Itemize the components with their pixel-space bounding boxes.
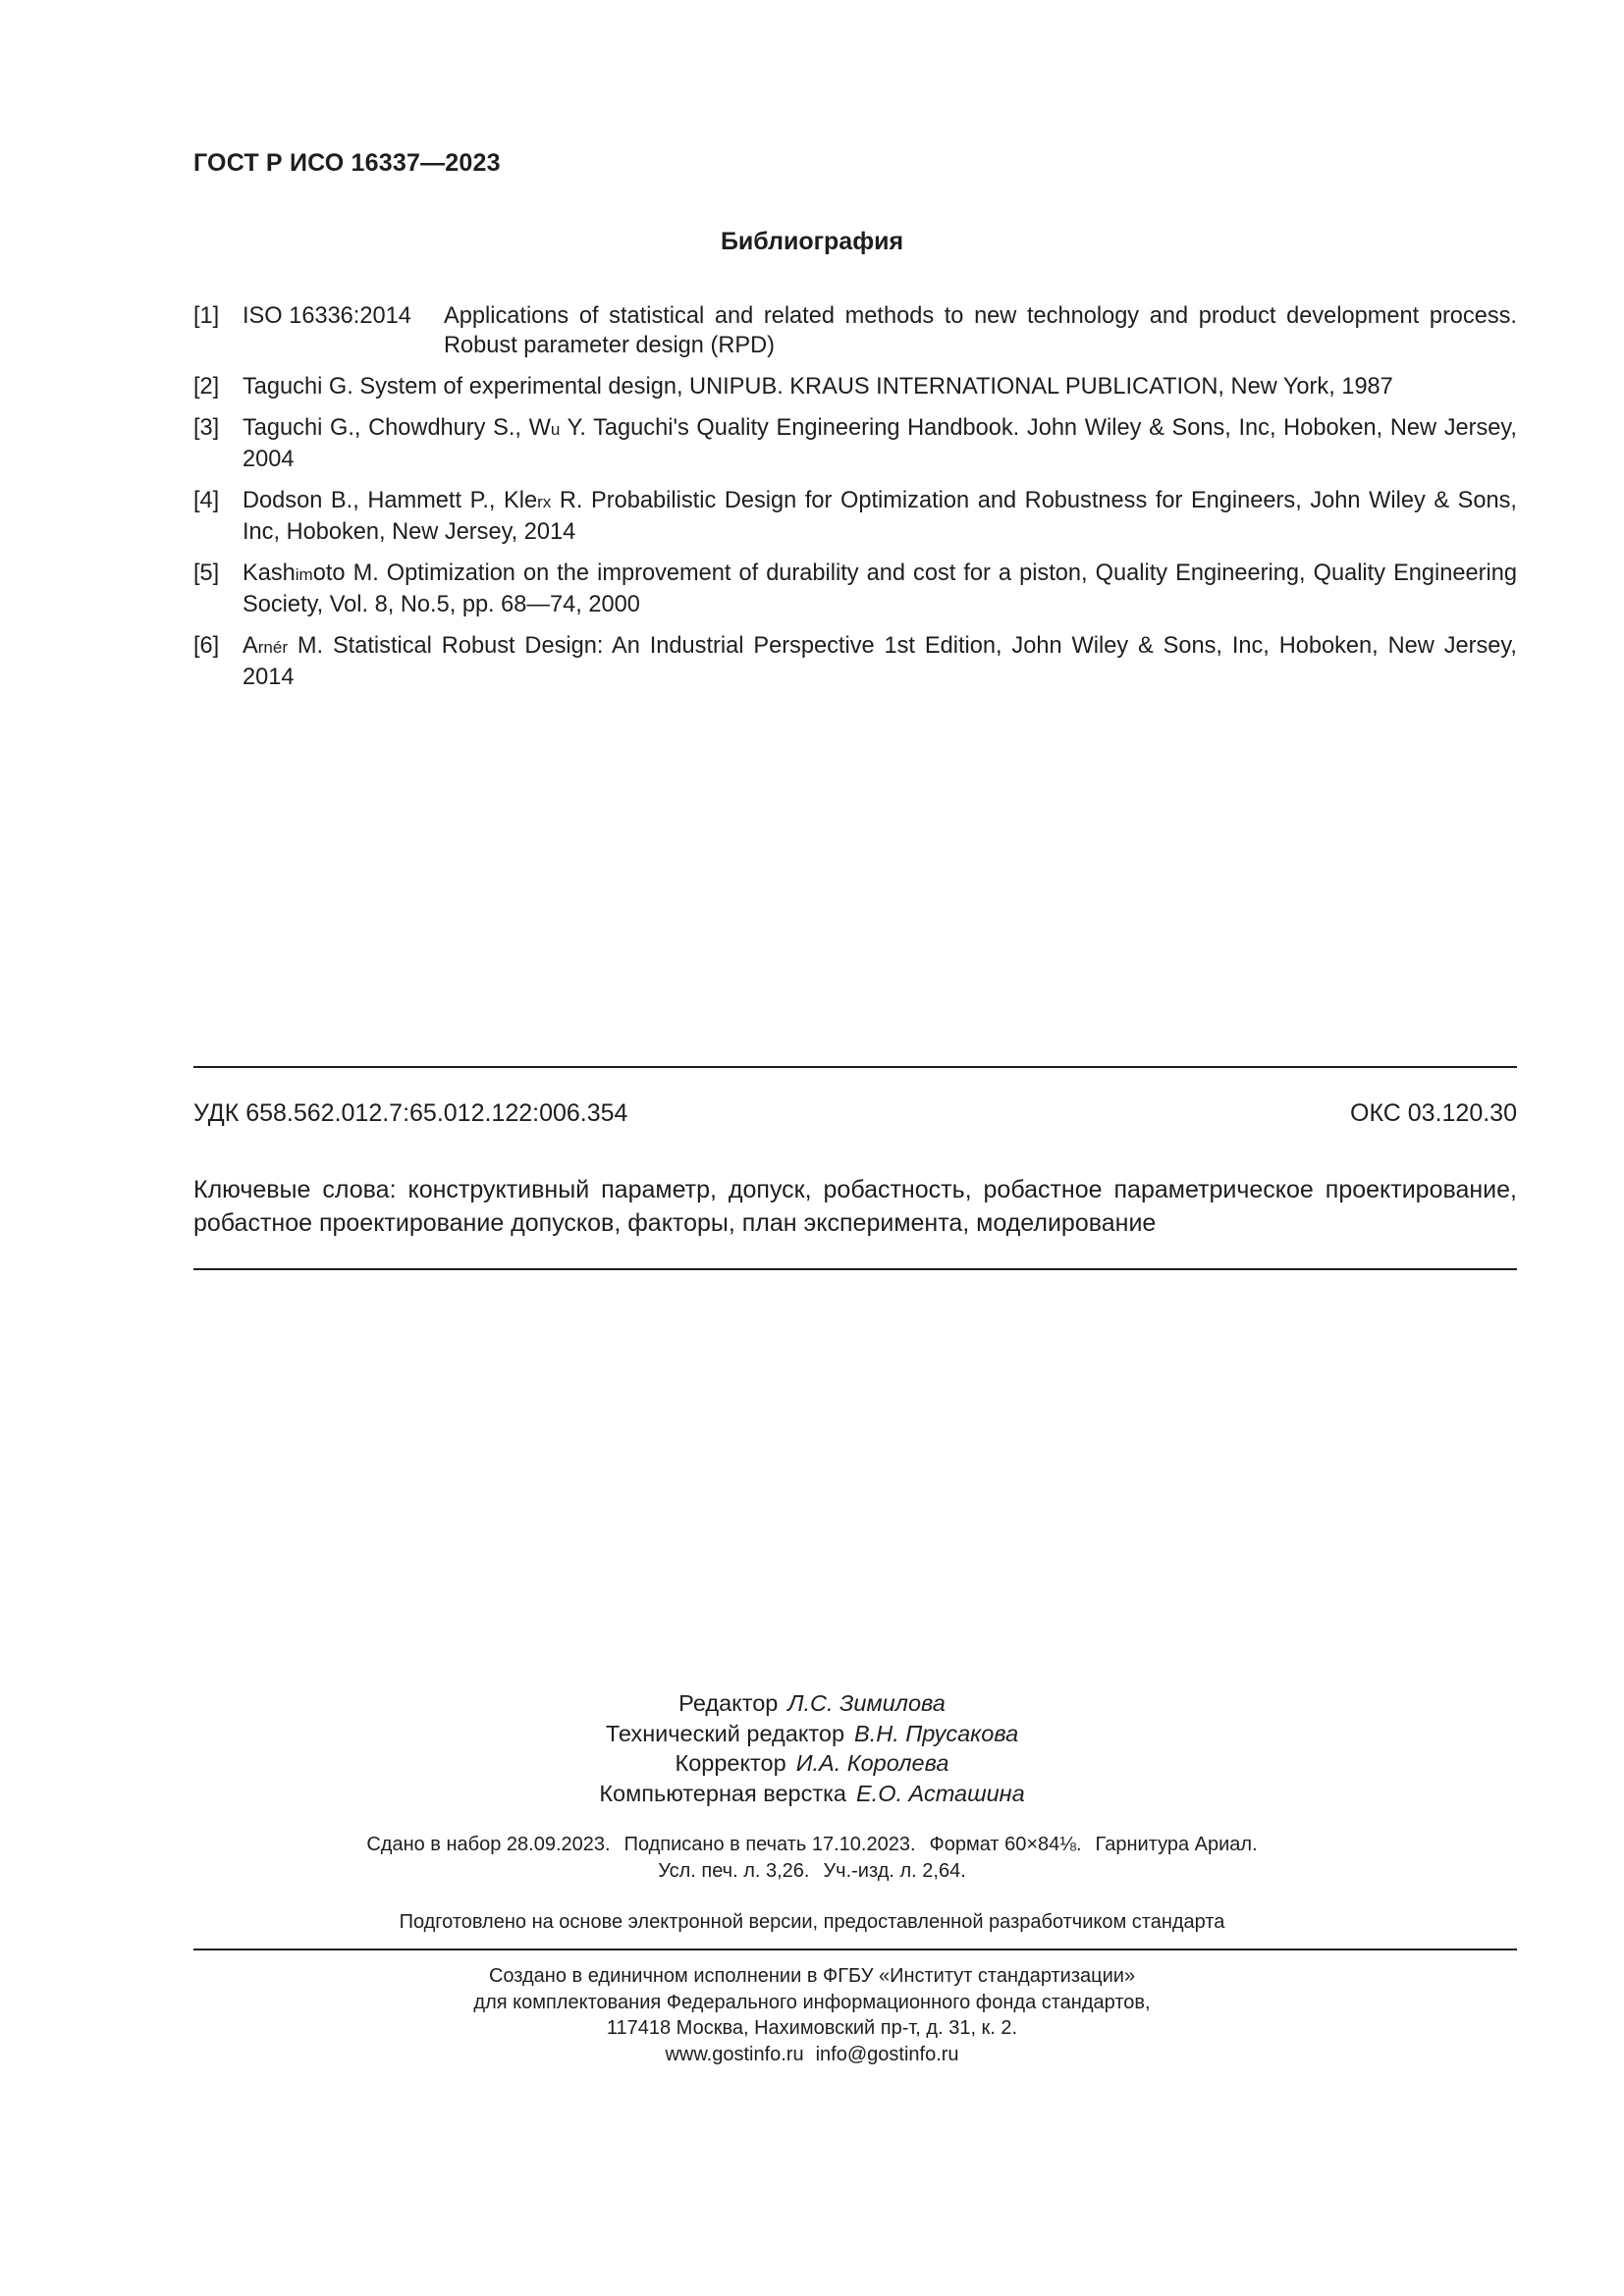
credit-corrector [0, 1748, 1624, 1779]
credits-block [0, 1688, 1624, 1808]
classification-row [193, 1099, 1517, 1128]
bibliography-entry [193, 372, 1517, 401]
print-info-line-2 [0, 1858, 1624, 1885]
publisher-contacts [0, 2042, 1624, 2068]
entry-text: Applications of statistical and related methods to new technology and product development process. Robust parameter design (RPD) [444, 303, 1517, 358]
entry-small-caps: u [550, 420, 561, 439]
print-info-line-1 [0, 1832, 1624, 1858]
entry-text-part: M. Statistical Robust Design: An Industrial Perspective 1st Edition, John Wiley & Sons, Inc, Hoboken, New Jersey, 2014 [243, 633, 1517, 690]
entry-number: [1] [193, 303, 220, 329]
credit-label: Компьютерная верстка [599, 1780, 846, 1806]
credit-editor [0, 1688, 1624, 1719]
entry-text: Taguchi G. System of experimental design, UNIPUB. KRAUS INTERNATIONAL PUBLICATION, New York, 1987 [243, 374, 1393, 400]
bibliography-entry [193, 486, 1517, 547]
publisher-address: 117418 Москва, Нахимовский пр-т, д. 31, к. 2. [606, 2017, 1018, 2039]
document-id: ГОСТ Р ИСО 16337—2023 [193, 149, 501, 177]
entry-number: [5] [193, 561, 220, 586]
credit-label: Корректор [675, 1750, 786, 1776]
credit-name: И.А. Королева [795, 1750, 949, 1776]
entry-text-part: Dodson B., Hammett P., Kle [243, 488, 538, 513]
entry-number: [6] [193, 633, 220, 659]
entry-text-part: Y. Taguchi's Quality Engineering Handbook. John Wiley & Sons, Inc, Hoboken, New Jersey, 2004 [243, 415, 1517, 472]
keywords: Ключевые слова: конструктивный параметр, допуск, робастность, робастное параметрическое проектирование, робастное проектирование допусков, факторы, план эксперимента, моделирование [193, 1176, 1517, 1237]
entry-text [243, 559, 1517, 619]
print-info [0, 1832, 1624, 1885]
bibliography-list [193, 301, 1517, 704]
bibliography-title: Библиография [720, 228, 904, 255]
print-sheets: Усл. печ. л. 3,26. [658, 1860, 810, 1882]
credit-label: Редактор [678, 1690, 779, 1716]
bibliography-entry [193, 631, 1517, 692]
website-link[interactable]: www.gostinfo.ru [665, 2043, 804, 2065]
prepared-note: Подготовлено на основе электронной версии, предоставленной разработчиком стандарта [399, 1911, 1225, 1933]
entry-standard-code: ISO 16336:2014 [243, 303, 411, 329]
publisher-line: Создано в единичном исполнении в ФГБУ «Институт стандартизации» [488, 1965, 1136, 1987]
publisher-sheets: Уч.-изд. л. 2,64. [823, 1860, 966, 1882]
entry-number: [3] [193, 415, 220, 441]
submitted-date: Сдано в набор 28.09.2023. [366, 1834, 611, 1855]
credit-label: Технический редактор [605, 1720, 845, 1746]
udc-code: УДК 658.562.012.7:65.012.122:006.354 [193, 1099, 628, 1127]
paper-format: Формат 60×84⅛. [929, 1834, 1082, 1855]
typeface: Гарнитура Ариал. [1095, 1834, 1258, 1855]
entry-small-caps: rnér [257, 638, 288, 657]
entry-text-part: R. Probabilistic Design for Optimization and Robustness for Engineers, John Wiley & Sons, Inc, Hoboken, New Jersey, 2014 [243, 488, 1517, 545]
divider-keywords [193, 1268, 1517, 1270]
entry-text-part: Kash [243, 561, 296, 586]
entry-text-part: A [243, 633, 258, 659]
bibliography-entry [193, 301, 1517, 360]
publisher-line: для комплектования Федерального информационного фонда стандартов, [473, 1991, 1151, 2013]
bibliography-entry [193, 559, 1517, 619]
entry-number: [4] [193, 488, 220, 513]
credit-layout [0, 1779, 1624, 1809]
divider-top [193, 1066, 1517, 1068]
entry-small-caps: rx [537, 493, 552, 511]
oks-code: ОКС 03.120.30 [1350, 1099, 1517, 1127]
entry-small-caps: im [295, 565, 313, 584]
credit-name: Л.С. Зимилова [787, 1690, 946, 1716]
entry-text-part: Taguchi G., Chowdhury S., W [243, 415, 551, 441]
credit-name: Е.О. Асташина [856, 1780, 1025, 1806]
publisher-block [0, 1963, 1624, 2067]
signed-date: Подписано в печать 17.10.2023. [623, 1834, 916, 1855]
divider-bottom [193, 1949, 1517, 1950]
bibliography-entry [193, 413, 1517, 474]
credit-name: В.Н. Прусакова [854, 1720, 1019, 1746]
entry-text [243, 413, 1517, 474]
entry-text [243, 486, 1517, 547]
entry-text [243, 631, 1517, 692]
entry-number: [2] [193, 374, 220, 400]
email-link[interactable]: info@gostinfo.ru [815, 2043, 959, 2065]
entry-text-part: oto M. Optimization on the improvement of durability and cost for a piston, Quality Engineering, Quality Engineering Society, Vol. 8, No.5, pp. 68—74, 2000 [243, 561, 1517, 617]
credit-tech-editor [0, 1719, 1624, 1749]
